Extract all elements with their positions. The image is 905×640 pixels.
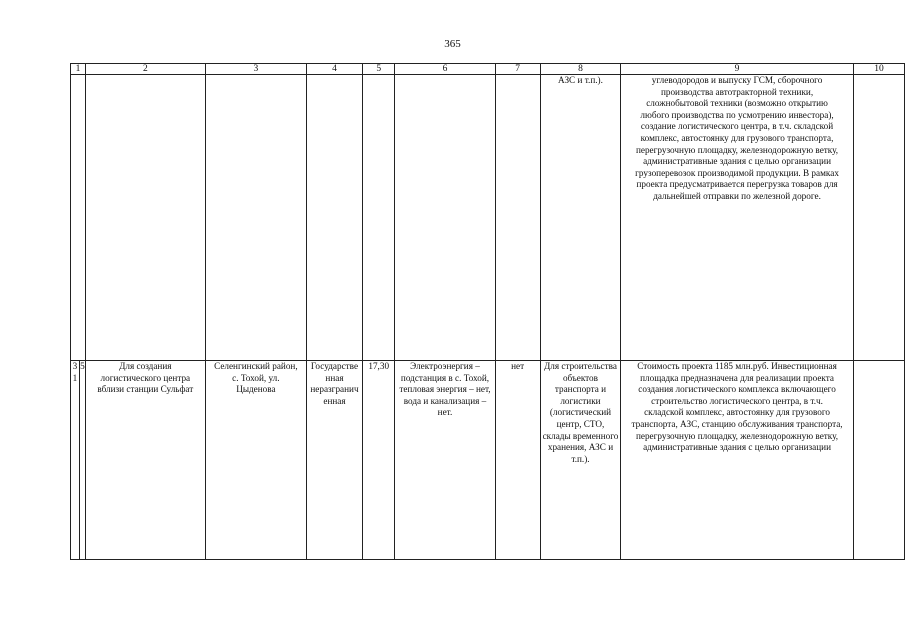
cell-col10 [853, 361, 904, 560]
cell-description: углеводородов и выпуску ГСМ, сборочного производства автотракторной техники, сложнобытовой техники (возможно открытию любого производства по усмотрению инвестора), создание логистического центра, в т.ч. складской комплекс, автостоянку для грузового транспорта, перегрузочную площадку, железнодорожную ветку, административные здания с целью организации грузоперевозок производимой продукции. В рамках проекта предусматривается перегрузка товаров для дальнейшей отправки по железной дороге. [621, 75, 854, 361]
cell-description: Стоимость проекта 1185 млн.руб. Инвестиционная площадка предназначена для реализации проекта создания логистического комплекса включающего строительство логистического центра, в т.ч. складской комплекс, автостоянку для грузового транспорта, АЗС, станцию обслуживания транспорта, перегрузочную площадку, железнодорожную ветку, административные здания с целью организации [621, 361, 854, 560]
cell-ownership: Государстве нная неразгранич енная [307, 361, 363, 560]
page-number: 365 [444, 38, 461, 50]
cell-number-a: 3 1 [71, 361, 80, 560]
header-cell-1: 1 [71, 64, 86, 75]
cell-infrastructure [395, 75, 495, 361]
cell-col7 [495, 75, 540, 361]
cell-use: Для строительства объектов транспорта и логистики (логистический центр, СТО, склады временного хранения, АЗС и т.п.). [540, 361, 620, 560]
cell-location [205, 75, 306, 361]
header-cell-3: 3 [205, 64, 306, 75]
cell-ownership [307, 75, 363, 361]
table-row [71, 75, 905, 361]
header-cell-7: 7 [495, 64, 540, 75]
cell-infrastructure: Электроэнергия – подстанция в с. Тохой, тепловая энергия – нет, вода и канализация – нет. [395, 361, 495, 560]
table-row [71, 361, 905, 560]
header-cell-8: 8 [540, 64, 620, 75]
cell-purpose: Для создания логистического центра вблизи станции Сульфат [85, 361, 205, 560]
cell-number-b: 5 [79, 361, 85, 560]
cell-col10 [853, 75, 904, 361]
cell-col7: нет [495, 361, 540, 560]
header-row [71, 64, 905, 75]
cell-number [71, 75, 86, 361]
cell-use: АЗС и т.п.). [540, 75, 620, 361]
header-cell-5: 5 [362, 64, 394, 75]
cell-purpose [85, 75, 205, 361]
cell-area [362, 75, 394, 361]
header-cell-6: 6 [395, 64, 495, 75]
cell-location: Селенгинский район, с. Тохой, ул. Цыденова [205, 361, 306, 560]
header-cell-9: 9 [621, 64, 854, 75]
investment-sites-table [70, 63, 905, 560]
cell-area: 17,30 [362, 361, 394, 560]
header-cell-4: 4 [307, 64, 363, 75]
header-cell-2: 2 [85, 64, 205, 75]
header-cell-10: 10 [853, 64, 904, 75]
